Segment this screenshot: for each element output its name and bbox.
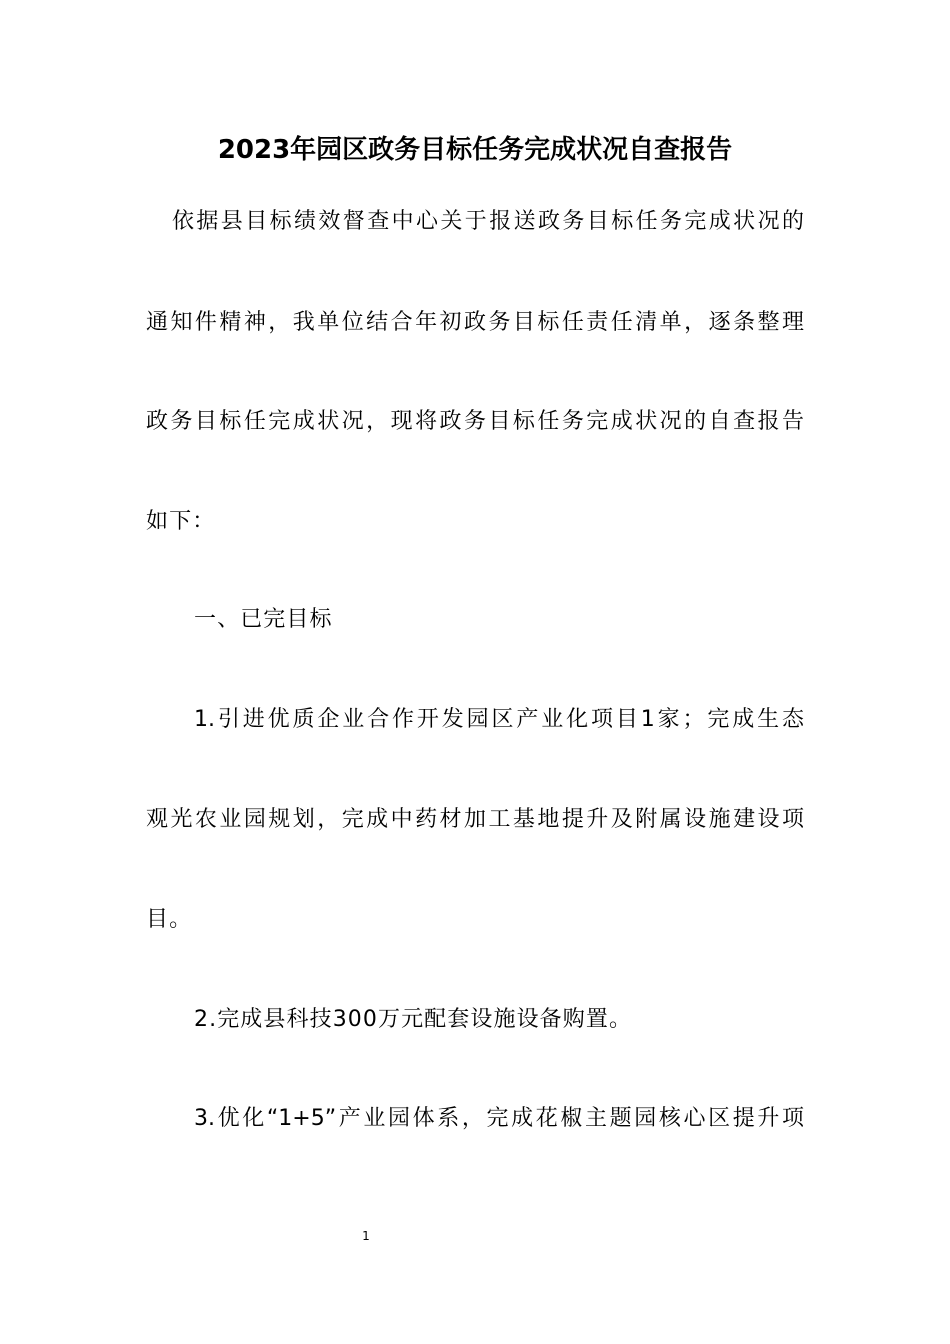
document-title: 2023年园区政务目标任务完成状况自查报告 xyxy=(217,135,733,165)
list-item-line: 2.完成县科技300万元配套设施设备购置。 xyxy=(194,1007,633,1032)
paragraph-line: 通知件精神，我单位结合年初政务目标任责任清单，逐条整理 xyxy=(146,310,804,335)
paragraph-line: 依据县目标绩效督查中心关于报送政务目标任务完成状况的 xyxy=(172,209,804,234)
paragraph-line: 政务目标任完成状况，现将政务目标任务完成状况的自查报告 xyxy=(146,409,804,434)
list-item-line: 3.优化“1+5”产业园体系，完成花椒主题园核心区提升项 xyxy=(194,1106,804,1131)
paragraph-line: 如下： xyxy=(146,509,216,534)
list-item-line: 观光农业园规划，完成中药材加工基地提升及附属设施建设项 xyxy=(146,807,804,832)
section-heading: 一、已完目标 xyxy=(194,607,333,632)
page-number: 1 xyxy=(362,1229,370,1243)
list-item-line: 目。 xyxy=(146,907,193,932)
list-item-line: 1.引进优质企业合作开发园区产业化项目1家；完成生态 xyxy=(194,707,804,732)
